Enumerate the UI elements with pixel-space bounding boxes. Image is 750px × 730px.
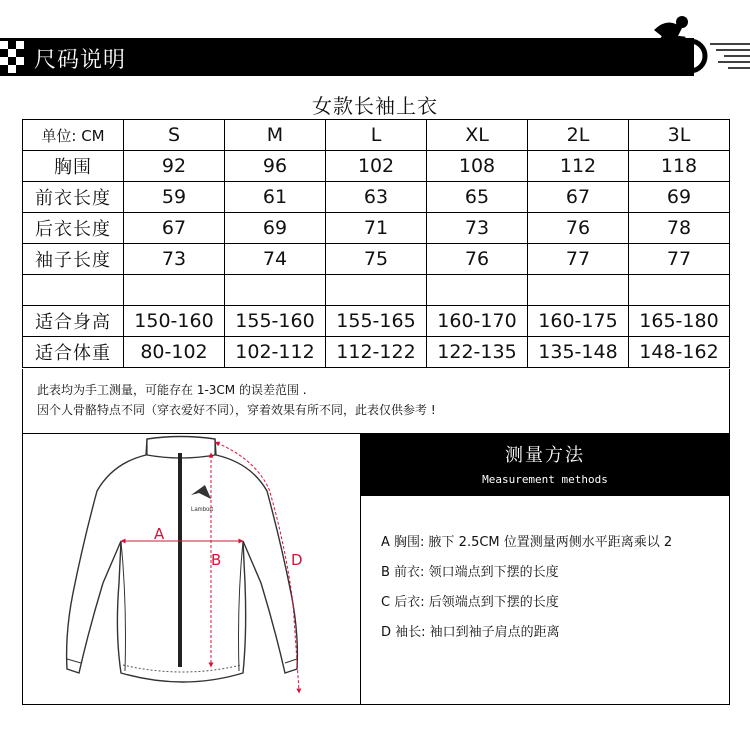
method-header xyxy=(361,433,729,496)
size-header: S xyxy=(124,120,225,151)
method-title: 测量方法 xyxy=(505,445,585,466)
method-item: A 胸围: 腋下 2.5CM 位置测量两侧水平距离乘以 2 xyxy=(381,535,673,550)
table-cell: 59 xyxy=(124,182,225,213)
table-cell: 108 xyxy=(427,151,528,182)
table-cell: 75 xyxy=(326,244,427,275)
table-row xyxy=(23,337,730,368)
size-header: L xyxy=(326,120,427,151)
row-label: 适合身高 xyxy=(23,306,124,337)
label-d: D xyxy=(291,551,303,569)
table-cell xyxy=(326,275,427,306)
table-cell: 80-102 xyxy=(124,337,225,368)
table-cell: 122-135 xyxy=(427,337,528,368)
table-cell xyxy=(225,275,326,306)
table-cell: 102 xyxy=(326,151,427,182)
table-header-row xyxy=(23,120,730,151)
note-line: 因个人骨骼特点不同（穿衣爱好不同），穿着效果有所不同，此表仅供参考 ! xyxy=(37,403,436,417)
table-cell: 74 xyxy=(225,244,326,275)
table-row xyxy=(23,306,730,337)
table-cell: 165-180 xyxy=(629,306,730,337)
method-item: B 前衣: 领口端点到下摆的长度 xyxy=(381,565,559,580)
table-cell: 155-160 xyxy=(225,306,326,337)
table-cell: 148-162 xyxy=(629,337,730,368)
size-header: 2L xyxy=(528,120,629,151)
row-label xyxy=(23,275,124,306)
table-cell: 63 xyxy=(326,182,427,213)
header-title: 尺码说明 xyxy=(34,48,127,73)
table-cell: 160-175 xyxy=(528,306,629,337)
table-cell: 71 xyxy=(326,213,427,244)
table-cell: 69 xyxy=(629,182,730,213)
table-cell: 92 xyxy=(124,151,225,182)
table-cell: 76 xyxy=(427,244,528,275)
measurement-section xyxy=(22,433,730,705)
table-cell: 69 xyxy=(225,213,326,244)
size-header: M xyxy=(225,120,326,151)
table-cell: 112-122 xyxy=(326,337,427,368)
table-cell: 67 xyxy=(528,182,629,213)
note-line: 此表均为手工测量，可能存在 1-3CM 的误差范围 . xyxy=(37,383,307,397)
table-cell: 150-160 xyxy=(124,306,225,337)
table-cell: 77 xyxy=(528,244,629,275)
table-cell: 76 xyxy=(528,213,629,244)
table-cell: 96 xyxy=(225,151,326,182)
unit-label: 单位: CM xyxy=(23,120,124,151)
table-cell xyxy=(528,275,629,306)
table-cell: 65 xyxy=(427,182,528,213)
method-item: D 袖长: 袖口到袖子肩点的距离 xyxy=(381,625,560,640)
table-cell: 118 xyxy=(629,151,730,182)
size-header: 3L xyxy=(629,120,730,151)
table-row xyxy=(23,151,730,182)
row-label: 袖子长度 xyxy=(23,244,124,275)
checker-pattern xyxy=(0,38,24,76)
table-cell: 78 xyxy=(629,213,730,244)
table-cell xyxy=(124,275,225,306)
table-cell: 155-165 xyxy=(326,306,427,337)
table-cell: 160-170 xyxy=(427,306,528,337)
jersey-diagram xyxy=(23,433,361,704)
table-cell: 102-112 xyxy=(225,337,326,368)
label-a: A xyxy=(154,525,165,543)
cyclist-icon xyxy=(624,10,750,76)
label-b: B xyxy=(211,551,222,569)
table-row xyxy=(23,182,730,213)
row-label: 胸围 xyxy=(23,151,124,182)
table-row xyxy=(23,244,730,275)
size-table xyxy=(22,119,730,368)
table-cell: 61 xyxy=(225,182,326,213)
table-subtitle: 女款长袖上衣 xyxy=(312,94,438,118)
table-row-empty xyxy=(23,275,730,306)
table-cell: 73 xyxy=(427,213,528,244)
table-cell: 73 xyxy=(124,244,225,275)
table-cell xyxy=(629,275,730,306)
table-cell: 77 xyxy=(629,244,730,275)
table-cell: 67 xyxy=(124,213,225,244)
method-subtitle: Measurement methods xyxy=(482,473,608,486)
notes-box xyxy=(22,369,730,434)
table-cell: 112 xyxy=(528,151,629,182)
method-item: C 后衣: 后领端点到下摆的长度 xyxy=(381,595,559,610)
row-label: 后衣长度 xyxy=(23,213,124,244)
table-cell: 135-148 xyxy=(528,337,629,368)
table-row xyxy=(23,213,730,244)
table-cell xyxy=(427,275,528,306)
row-label: 前衣长度 xyxy=(23,182,124,213)
row-label: 适合体重 xyxy=(23,337,124,368)
brand-label: Lambort xyxy=(191,507,214,513)
size-header: XL xyxy=(427,120,528,151)
